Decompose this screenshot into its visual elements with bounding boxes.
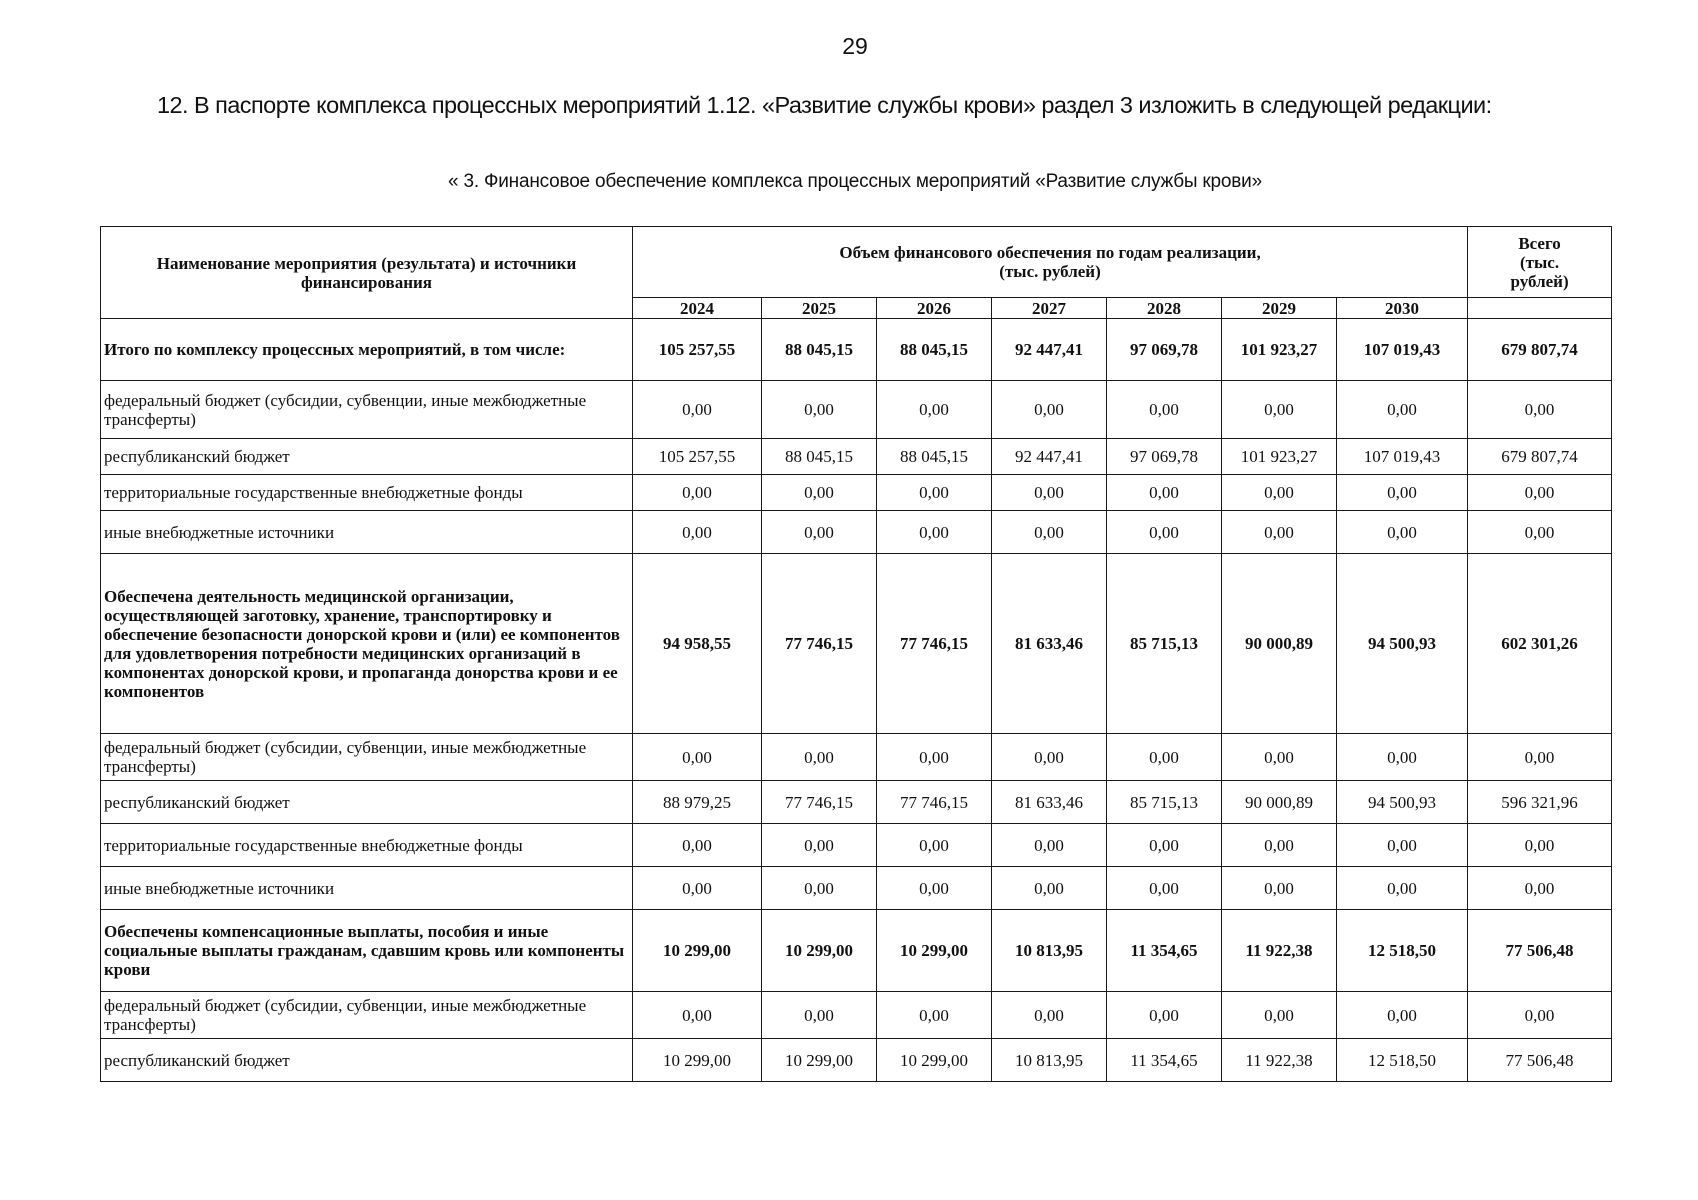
row-value-cell: 0,00 [1222, 824, 1337, 867]
row-value-cell: 97 069,78 [1107, 439, 1222, 475]
row-total-cell: 77 506,48 [1468, 910, 1612, 992]
row-value-cell: 0,00 [633, 867, 762, 910]
row-value-cell: 105 257,55 [633, 319, 762, 381]
row-value-cell: 0,00 [762, 992, 877, 1039]
row-value-cell: 77 746,15 [762, 781, 877, 824]
year-header: 2026 [877, 298, 992, 319]
row-value-cell: 0,00 [877, 992, 992, 1039]
row-total-cell: 77 506,48 [1468, 1039, 1612, 1082]
row-value-cell: 0,00 [1337, 511, 1468, 554]
row-name-cell: республиканский бюджет [101, 781, 633, 824]
year-header: 2030 [1337, 298, 1468, 319]
row-value-cell: 11 922,38 [1222, 910, 1337, 992]
row-total-cell: 0,00 [1468, 511, 1612, 554]
row-value-cell: 81 633,46 [992, 781, 1107, 824]
row-value-cell: 0,00 [1107, 475, 1222, 511]
row-value-cell: 11 354,65 [1107, 1039, 1222, 1082]
row-name-cell: федеральный бюджет (субсидии, субвенции, иные межбюджетные трансферты) [101, 734, 633, 781]
row-value-cell: 10 813,95 [992, 1039, 1107, 1082]
row-value-cell: 0,00 [1107, 992, 1222, 1039]
row-value-cell: 0,00 [1222, 734, 1337, 781]
row-value-cell: 0,00 [1107, 867, 1222, 910]
year-header: 2029 [1222, 298, 1337, 319]
row-name-cell: Обеспечены компенсационные выплаты, пособия и иные социальные выплаты гражданам, сдавшим кровь или компоненты крови [101, 910, 633, 992]
row-value-cell: 94 500,93 [1337, 554, 1468, 734]
row-value-cell: 77 746,15 [877, 554, 992, 734]
row-value-cell: 0,00 [1222, 381, 1337, 439]
row-value-cell: 0,00 [992, 734, 1107, 781]
row-value-cell: 85 715,13 [1107, 781, 1222, 824]
row-value-cell: 0,00 [1337, 734, 1468, 781]
row-value-cell: 0,00 [1222, 867, 1337, 910]
row-value-cell: 0,00 [762, 381, 877, 439]
row-value-cell: 105 257,55 [633, 439, 762, 475]
row-value-cell: 10 813,95 [992, 910, 1107, 992]
row-value-cell: 0,00 [992, 475, 1107, 511]
row-value-cell: 90 000,89 [1222, 554, 1337, 734]
row-value-cell: 101 923,27 [1222, 319, 1337, 381]
row-total-cell: 0,00 [1468, 475, 1612, 511]
row-value-cell: 88 045,15 [877, 439, 992, 475]
row-value-cell: 0,00 [1107, 381, 1222, 439]
row-value-cell: 94 958,55 [633, 554, 762, 734]
row-value-cell: 94 500,93 [1337, 781, 1468, 824]
row-value-cell: 0,00 [877, 475, 992, 511]
table-row [101, 867, 1612, 910]
row-total-cell: 596 321,96 [1468, 781, 1612, 824]
table-row [101, 1039, 1612, 1082]
table-row [101, 319, 1612, 381]
row-total-cell: 679 807,74 [1468, 439, 1612, 475]
section-title: « 3. Финансовое обеспечение комплекса процессных мероприятий «Развитие службы крови» [448, 171, 1262, 192]
row-value-cell: 10 299,00 [762, 1039, 877, 1082]
row-total-cell: 679 807,74 [1468, 319, 1612, 381]
row-value-cell: 0,00 [1337, 867, 1468, 910]
row-value-cell: 12 518,50 [1337, 910, 1468, 992]
row-value-cell: 11 922,38 [1222, 1039, 1337, 1082]
row-name-cell: Итого по комплексу процессных мероприятий, в том числе: [101, 319, 633, 381]
row-value-cell: 0,00 [992, 381, 1107, 439]
year-header: 2028 [1107, 298, 1222, 319]
row-name-cell: иные внебюджетные источники [101, 867, 633, 910]
row-total-cell: 0,00 [1468, 734, 1612, 781]
table-row [101, 824, 1612, 867]
row-value-cell: 0,00 [992, 867, 1107, 910]
row-value-cell: 0,00 [877, 511, 992, 554]
row-value-cell: 85 715,13 [1107, 554, 1222, 734]
row-name-cell: республиканский бюджет [101, 439, 633, 475]
table-row [101, 554, 1612, 734]
row-name-cell: федеральный бюджет (субсидии, субвенции, иные межбюджетные трансферты) [101, 381, 633, 439]
row-value-cell: 10 299,00 [762, 910, 877, 992]
table-row [101, 511, 1612, 554]
row-value-cell: 81 633,46 [992, 554, 1107, 734]
row-value-cell: 0,00 [877, 824, 992, 867]
row-value-cell: 0,00 [633, 734, 762, 781]
row-value-cell: 88 045,15 [762, 319, 877, 381]
table-header-row [101, 227, 1612, 298]
row-total-cell: 0,00 [1468, 992, 1612, 1039]
row-value-cell: 0,00 [992, 824, 1107, 867]
row-value-cell: 10 299,00 [633, 910, 762, 992]
row-value-cell: 0,00 [762, 734, 877, 781]
row-value-cell: 0,00 [633, 381, 762, 439]
row-value-cell: 92 447,41 [992, 319, 1107, 381]
intro-paragraph: 12. В паспорте комплекса процессных мероприятий 1.12. «Развитие службы крови» раздел 3 изложить в следующей редакции: [157, 92, 1492, 118]
row-value-cell: 10 299,00 [877, 910, 992, 992]
row-value-cell: 0,00 [1107, 734, 1222, 781]
row-value-cell: 88 979,25 [633, 781, 762, 824]
row-total-cell: 602 301,26 [1468, 554, 1612, 734]
header-total-text: Всего (тыс. рублей) [1510, 233, 1569, 291]
row-value-cell: 0,00 [762, 867, 877, 910]
row-value-cell: 12 518,50 [1337, 1039, 1468, 1082]
header-volume [633, 227, 1468, 298]
row-value-cell: 10 299,00 [633, 1039, 762, 1082]
row-value-cell: 0,00 [1222, 992, 1337, 1039]
table-row [101, 781, 1612, 824]
row-value-cell: 10 299,00 [877, 1039, 992, 1082]
row-value-cell: 0,00 [1222, 511, 1337, 554]
financing-table [100, 226, 1612, 1082]
row-name-cell: федеральный бюджет (субсидии, субвенции, иные межбюджетные трансферты) [101, 992, 633, 1039]
table-body [101, 319, 1612, 1082]
row-name-cell: республиканский бюджет [101, 1039, 633, 1082]
row-name-cell: иные внебюджетные источники [101, 511, 633, 554]
page-number: 29 [842, 33, 868, 59]
row-value-cell: 107 019,43 [1337, 319, 1468, 381]
row-value-cell: 0,00 [762, 475, 877, 511]
row-name-cell: Обеспечена деятельность медицинской организации, осуществляющей заготовку, хранение, транспортировку и обеспечение безопасности донорской крови и (или) ее компонентов для удовлетворения потребности медицинских организаций в компонентах донорской крови, и пропаганда донорства крови и ее компонентов [101, 554, 633, 734]
year-header: 2025 [762, 298, 877, 319]
table-row [101, 439, 1612, 475]
row-value-cell: 97 069,78 [1107, 319, 1222, 381]
year-header: 2027 [992, 298, 1107, 319]
row-value-cell: 77 746,15 [762, 554, 877, 734]
row-value-cell: 107 019,43 [1337, 439, 1468, 475]
table-row [101, 381, 1612, 439]
row-value-cell: 0,00 [633, 511, 762, 554]
table-row [101, 475, 1612, 511]
row-value-cell: 88 045,15 [762, 439, 877, 475]
row-value-cell: 0,00 [1337, 992, 1468, 1039]
row-name-cell: территориальные государственные внебюджетные фонды [101, 824, 633, 867]
year-header-total-empty [1468, 298, 1612, 319]
row-value-cell: 88 045,15 [877, 319, 992, 381]
row-value-cell: 0,00 [877, 867, 992, 910]
row-value-cell: 0,00 [633, 992, 762, 1039]
row-value-cell: 0,00 [762, 511, 877, 554]
row-name-cell: территориальные государственные внебюджетные фонды [101, 475, 633, 511]
row-value-cell: 90 000,89 [1222, 781, 1337, 824]
row-value-cell: 0,00 [1107, 511, 1222, 554]
row-value-cell: 77 746,15 [877, 781, 992, 824]
header-total [1468, 227, 1612, 298]
header-volume-text: Объем финансового обеспечения по годам реализации, (тыс. рублей) [839, 243, 1261, 281]
row-value-cell: 0,00 [1222, 475, 1337, 511]
year-header: 2024 [633, 298, 762, 319]
row-value-cell: 0,00 [1107, 824, 1222, 867]
row-value-cell: 0,00 [1337, 475, 1468, 511]
table-row [101, 992, 1612, 1039]
row-total-cell: 0,00 [1468, 381, 1612, 439]
row-value-cell: 0,00 [633, 475, 762, 511]
table-row [101, 734, 1612, 781]
row-value-cell: 0,00 [633, 824, 762, 867]
header-name: Наименование мероприятия (результата) и источники финансирования [101, 227, 633, 319]
row-value-cell: 0,00 [1337, 381, 1468, 439]
row-value-cell: 101 923,27 [1222, 439, 1337, 475]
row-value-cell: 11 354,65 [1107, 910, 1222, 992]
row-total-cell: 0,00 [1468, 824, 1612, 867]
row-value-cell: 92 447,41 [992, 439, 1107, 475]
row-value-cell: 0,00 [992, 511, 1107, 554]
row-total-cell: 0,00 [1468, 867, 1612, 910]
row-value-cell: 0,00 [877, 381, 992, 439]
row-value-cell: 0,00 [877, 734, 992, 781]
row-value-cell: 0,00 [1337, 824, 1468, 867]
row-value-cell: 0,00 [762, 824, 877, 867]
row-value-cell: 0,00 [992, 992, 1107, 1039]
table-row [101, 910, 1612, 992]
